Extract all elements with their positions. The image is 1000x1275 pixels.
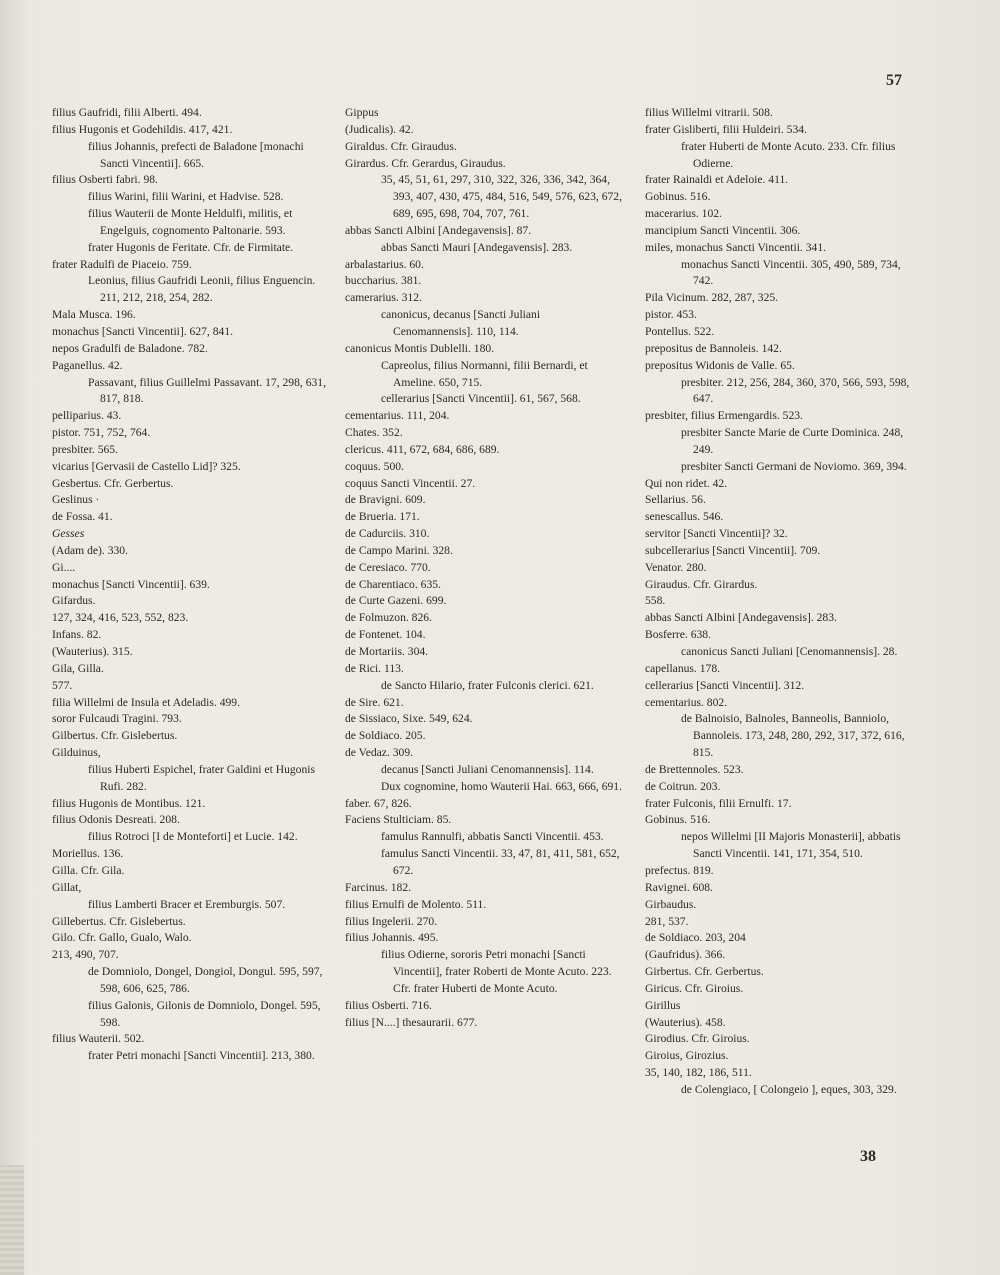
index-headword: Girbaudus. bbox=[645, 897, 697, 911]
index-subentry: Mala Musca. 196. bbox=[52, 308, 136, 322]
index-subentry: famulus Sancti Vincentii. 33, 47, 81, 411, 581, 652, 672. bbox=[381, 847, 620, 877]
index-subentry: clericus. 411, 672, 684, 686, 689. bbox=[345, 442, 500, 456]
index-subentry: filius Galonis, Gilonis de Domniolo, Dongel. 595, 598. bbox=[88, 998, 321, 1029]
index-subentry: filius Osberti fabri. 98. bbox=[52, 173, 158, 187]
index-subentry: de Brettennoles. 523. bbox=[645, 762, 744, 776]
index-subentry: frater Petri monachi [Sancti Vincentii]. 213, 380. bbox=[88, 1049, 315, 1063]
index-subentry: canonicus, decanus [Sancti Juliani Cenomannensis]. 110, 114. bbox=[381, 308, 541, 338]
index-headword: Girardus. Cfr. Gerardus, Giraudus. bbox=[345, 156, 506, 170]
index-reference-numbers: 281, 537. bbox=[645, 914, 689, 928]
index-subentry: subcellerarius [Sancti Vincentii]. 709. bbox=[645, 543, 821, 557]
index-subentry: (Judicalis). 42. bbox=[345, 122, 414, 136]
index-headword: Gi.... bbox=[52, 560, 76, 574]
index-subentry: Bosferre. 638. bbox=[645, 628, 712, 642]
index-subentry: filius Huberti Espichel, frater Galdini et Hugonis Rufi. 282. bbox=[88, 762, 315, 793]
index-subentry: abbas Sancti Albini [Andegavensis]. 87. bbox=[345, 223, 532, 237]
index-subentry: frater Fulconis, filii Ernulfi. 17. bbox=[645, 796, 792, 810]
index-subentry: Farcinus. 182. bbox=[345, 880, 412, 894]
index-subentry: presbiter Sancti Germani de Noviomo. 369, 394. bbox=[681, 459, 907, 473]
index-subentry: servitor [Sancti Vincentii]? 32. bbox=[645, 527, 788, 541]
index-headword: Gilbertus. Cfr. Gislebertus. bbox=[52, 729, 178, 743]
index-subentry: de Rici. 113. bbox=[345, 661, 404, 675]
index-subentry: presbiter. 212, 256, 284, 360, 370, 566, 593, 598, 647. bbox=[681, 375, 910, 406]
index-subentry: pistor. 751, 752, 764. bbox=[52, 426, 151, 440]
index-headword: Girillus bbox=[645, 998, 681, 1012]
index-subentry: pistor. 453. bbox=[645, 308, 697, 322]
index-subentry: Passavant, filius Guillelmi Passavant. 17, 298, 631, 817, 818. bbox=[88, 375, 326, 406]
index-subentry: monachus [Sancti Vincentii]. 627, 841. bbox=[52, 324, 234, 338]
index-reference-numbers: 213, 490, 707. bbox=[52, 948, 119, 962]
index-subentry: Chates. 352. bbox=[345, 426, 403, 440]
index-subentry: filia Willelmi de Insula et Adeladis. 499. bbox=[52, 695, 241, 709]
index-subentry: (Adam de). 330. bbox=[52, 543, 128, 557]
index-headword: Giroius, Girozius. bbox=[645, 1049, 729, 1063]
index-subentry: nepos Willelmi [II Majoris Monasterii], abbatis Sancti Vincentii. 141, 171, 354, 510. bbox=[681, 830, 901, 861]
index-column-1 bbox=[52, 105, 332, 1065]
index-subentry: filius [N....] thesaurarii. 677. bbox=[345, 1015, 478, 1029]
index-subentry: frater Rainaldi et Adeloie. 411. bbox=[645, 173, 789, 187]
index-subentry: nepos Gradulfi de Baladone. 782. bbox=[52, 341, 208, 355]
index-subentry: de Bravigni. 609. bbox=[345, 493, 426, 507]
index-subentry: de Curte Gazeni. 699. bbox=[345, 594, 447, 608]
index-subentry: (Wauterius). 315. bbox=[52, 645, 133, 658]
index-subentry: abbas Sancti Albini [Andegavensis]. 283. bbox=[645, 611, 837, 625]
index-headword: Gesbertus. Cfr. Gerbertus. bbox=[52, 476, 174, 490]
scan-edge-strip bbox=[0, 1165, 24, 1275]
index-subentry: de Sire. 621. bbox=[345, 695, 404, 709]
index-subentry: Sellarius. 56. bbox=[645, 493, 706, 507]
index-reference-numbers: 558. bbox=[645, 594, 666, 608]
index-headword: Gifardus. bbox=[52, 594, 96, 608]
index-subentry: famulus Rannulfi, abbatis Sancti Vincentii. 453. bbox=[381, 830, 604, 844]
index-subentry: de Domniolo, Dongel, Dongiol, Dongul. 595, 597, 598, 606, 625, 786. bbox=[88, 965, 323, 995]
index-subentry: Capreolus, filius Normanni, filii Bernardi, et Ameline. 650, 715. bbox=[381, 358, 588, 389]
index-subentry: pelliparius. 43. bbox=[52, 409, 122, 423]
index-subentry: faber. 67, 826. bbox=[345, 796, 412, 810]
index-subentry: filius Odonis Desreati. 208. bbox=[52, 813, 180, 827]
index-subentry: filius Rotroci [I de Monteforti] et Lucie. 142. bbox=[88, 830, 298, 844]
index-subentry: filius Wauterii. 502. bbox=[52, 1032, 145, 1046]
index-subentry: de Folmuzon. 826. bbox=[345, 611, 432, 625]
index-subentry: de Fontenet. 104. bbox=[345, 628, 426, 642]
index-subentry: Leonius, filius Gaufridi Leonii, filius Enguencin. 211, 212, 218, 254, 282. bbox=[88, 274, 316, 305]
index-subentry: macerarius. 102. bbox=[645, 207, 722, 221]
index-subentry: de Ceresiaco. 770. bbox=[345, 560, 431, 574]
index-headword: Gila, Gilla. bbox=[52, 661, 104, 675]
index-subentry: Dux cognomine, homo Wauterii Hai. 663, 666, 691. bbox=[381, 779, 622, 793]
signature-mark: 38 bbox=[860, 1148, 876, 1165]
index-headword: Giraudus. Cfr. Girardus. bbox=[645, 577, 758, 591]
index-subentry: camerarius. 312. bbox=[345, 291, 422, 305]
index-subentry: de Soldiaco. 203, 204 bbox=[645, 931, 746, 945]
index-subentry: cellerarius [Sancti Vincentii]. 61, 567, 568. bbox=[381, 392, 581, 406]
index-subentry: vicarius [Gervasii de Castello Lid]? 325. bbox=[52, 459, 241, 473]
index-headword: Geslinus · bbox=[52, 493, 100, 507]
index-subentry: cementarius. 111, 204. bbox=[345, 409, 450, 423]
index-subentry: frater Huberti de Monte Acuto. 233. Cfr. filius Odierne. bbox=[681, 139, 896, 170]
index-subentry: de Coitrun. 203. bbox=[645, 779, 721, 793]
index-subentry: filius Lamberti Bracer et Eremburgis. 507. bbox=[88, 897, 286, 911]
index-column-3 bbox=[645, 105, 920, 1099]
index-subentry: filius Johannis, prefecti de Baladone [monachi Sancti Vincentii]. 665. bbox=[88, 139, 304, 170]
index-subentry: canonicus Montis Dublelli. 180. bbox=[345, 341, 495, 355]
index-subentry: filius Osberti. 716. bbox=[345, 998, 432, 1012]
index-subentry: Gobinus. 516. bbox=[645, 813, 711, 827]
index-subentry: senescallus. 546. bbox=[645, 510, 724, 524]
index-subentry: soror Fulcaudi Tragini. 793. bbox=[52, 712, 182, 726]
index-headword: Gesses bbox=[52, 527, 85, 541]
index-subentry: arbalastarius. 60. bbox=[345, 257, 424, 271]
index-subentry: abbas Sancti Mauri [Andegavensis]. 283. bbox=[381, 240, 573, 254]
index-subentry: de Soldiaco. 205. bbox=[345, 729, 426, 743]
index-headword: Giricus. Cfr. Giroius. bbox=[645, 981, 744, 995]
index-subentry: de Mortariis. 304. bbox=[345, 645, 429, 658]
index-subentry: (Gaufridus). 366. bbox=[645, 948, 726, 962]
index-subentry: de Balnoisio, Balnoles, Banneolis, Banniolo, Bannoleis. 173, 248, 280, 292, 317, 372, 616, 815. bbox=[681, 712, 905, 760]
index-headword: Gillat, bbox=[52, 880, 82, 894]
index-subentry: cementarius. 802. bbox=[645, 695, 728, 709]
index-reference-numbers: 35, 140, 182, 186, 511. bbox=[645, 1066, 752, 1080]
index-subentry: decanus [Sancti Juliani Cenomannensis]. 114. bbox=[381, 762, 594, 776]
index-subentry: coquus Sancti Vincentii. 27. bbox=[345, 476, 476, 490]
index-subentry: mancipium Sancti Vincentii. 306. bbox=[645, 223, 801, 237]
index-subentry: de Vedaz. 309. bbox=[345, 746, 414, 760]
index-subentry: Gobinus. 516. bbox=[645, 190, 711, 204]
index-subentry: filius Odierne, sororis Petri monachi [Sancti Vincentii], frater Roberti de Monte Acuto. 223. Cfr. frater Huberti de Monte Acuto. bbox=[381, 948, 612, 995]
index-reference-numbers: 577. bbox=[52, 678, 73, 692]
index-subentry: de Cadurciis. 310. bbox=[345, 527, 430, 541]
index-subentry: Moriellus. 136. bbox=[52, 847, 124, 861]
index-subentry: buccharius. 381. bbox=[345, 274, 422, 288]
index-subentry: filius Warini, filii Warini, et Hadvise. 528. bbox=[88, 190, 284, 204]
index-subentry: miles, monachus Sancti Vincentii. 341. bbox=[645, 240, 827, 254]
index-subentry: monachus [Sancti Vincentii]. 639. bbox=[52, 577, 210, 591]
index-headword: Gilduinus, bbox=[52, 746, 101, 760]
index-headword: Gillebertus. Cfr. Gislebertus. bbox=[52, 914, 186, 928]
index-subentry: de Charentiaco. 635. bbox=[345, 577, 441, 591]
index-subentry: Qui non ridet. 42. bbox=[645, 476, 728, 490]
index-subentry: filius Johannis. 495. bbox=[345, 931, 439, 945]
index-subentry: (Wauterius). 458. bbox=[645, 1015, 726, 1029]
index-subentry: de Campo Marini. 328. bbox=[345, 543, 453, 557]
index-subentry: de Fossa. 41. bbox=[52, 510, 113, 524]
index-subentry: cellerarius [Sancti Vincentii]. 312. bbox=[645, 678, 805, 692]
index-subentry: Venator. 280. bbox=[645, 560, 707, 574]
index-subentry: Pila Vicinum. 282, 287, 325. bbox=[645, 291, 779, 305]
index-headword: Girodius. Cfr. Giroius. bbox=[645, 1032, 750, 1046]
index-reference-numbers: 127, 324, 416, 523, 552, 823. bbox=[52, 611, 189, 625]
index-subentry: filius Ernulfi de Molento. 511. bbox=[345, 897, 487, 911]
index-subentry: de Brueria. 171. bbox=[345, 510, 420, 524]
index-subentry: Infans. 82. bbox=[52, 628, 102, 642]
index-column-2 bbox=[345, 105, 623, 1031]
index-subentry: frater Hugonis de Feritate. Cfr. de Firmitate. bbox=[88, 240, 294, 254]
index-headword: Girbertus. Cfr. Gerbertus. bbox=[645, 965, 764, 979]
index-reference-numbers: 35, 45, 51, 61, 297, 310, 322, 326, 336, 342, 364, 393, 407, 430, 475, 484, 516, 549, 576, 623, 672, 689, 695, 698, 704, 707, 761. bbox=[381, 173, 622, 221]
index-subentry: filius Ingelerii. 270. bbox=[345, 914, 438, 928]
index-headword: Gilla. Cfr. Gila. bbox=[52, 863, 125, 877]
index-subentry: filius Gaufridi, filii Alberti. 494. bbox=[52, 106, 202, 119]
index-subentry: coquus. 500. bbox=[345, 459, 404, 473]
index-subentry: prepositus Widonis de Valle. 65. bbox=[645, 358, 795, 372]
index-subentry: de Sissiaco, Sixe. 549, 624. bbox=[345, 712, 473, 726]
index-subentry: presbiter. 565. bbox=[52, 442, 119, 456]
index-subentry: prepositus de Bannoleis. 142. bbox=[645, 341, 782, 355]
index-headword: Gippus bbox=[345, 106, 379, 119]
index-headword: Gilo. Cfr. Gallo, Gualo, Walo. bbox=[52, 931, 192, 945]
index-subentry: monachus Sancti Vincentii. 305, 490, 589, 734, 742. bbox=[681, 257, 901, 288]
index-subentry: canonicus Sancti Juliani [Cenomannensis]. 28. bbox=[681, 645, 898, 658]
index-subentry: presbiter, filius Ermengardis. 523. bbox=[645, 409, 803, 423]
index-subentry: presbiter Sancte Marie de Curte Dominica. 248, 249. bbox=[681, 426, 904, 456]
index-subentry: filius Wauterii de Monte Heldulfi, militis, et Engelguis, cognomento Paltonarie. 593. bbox=[88, 207, 293, 237]
index-subentry: capellanus. 178. bbox=[645, 661, 721, 675]
index-subentry: filius Hugonis de Montibus. 121. bbox=[52, 796, 206, 810]
index-subentry: frater Gisliberti, filii Huldeiri. 534. bbox=[645, 122, 807, 136]
index-subentry: de Sancto Hilario, frater Fulconis clerici. 621. bbox=[381, 678, 594, 692]
index-subentry: Faciens Stulticiam. 85. bbox=[345, 813, 452, 827]
index-subentry: Paganellus. 42. bbox=[52, 358, 123, 372]
index-subentry: filius Willelmi vitrarii. 508. bbox=[645, 106, 773, 119]
page-number: 57 bbox=[886, 72, 902, 89]
index-subentry: Ravignei. 608. bbox=[645, 880, 713, 894]
index-headword: Giraldus. Cfr. Giraudus. bbox=[345, 139, 457, 153]
index-subentry: de Colengiaco, [ Colongeio ], eques, 303, 329. bbox=[681, 1082, 897, 1096]
index-subentry: Pontellus. 522. bbox=[645, 324, 715, 338]
index-subentry: filius Hugonis et Godehildis. 417, 421. bbox=[52, 122, 233, 136]
index-subentry: prefectus. 819. bbox=[645, 863, 714, 877]
index-subentry: frater Radulfi de Piaceio. 759. bbox=[52, 257, 192, 271]
